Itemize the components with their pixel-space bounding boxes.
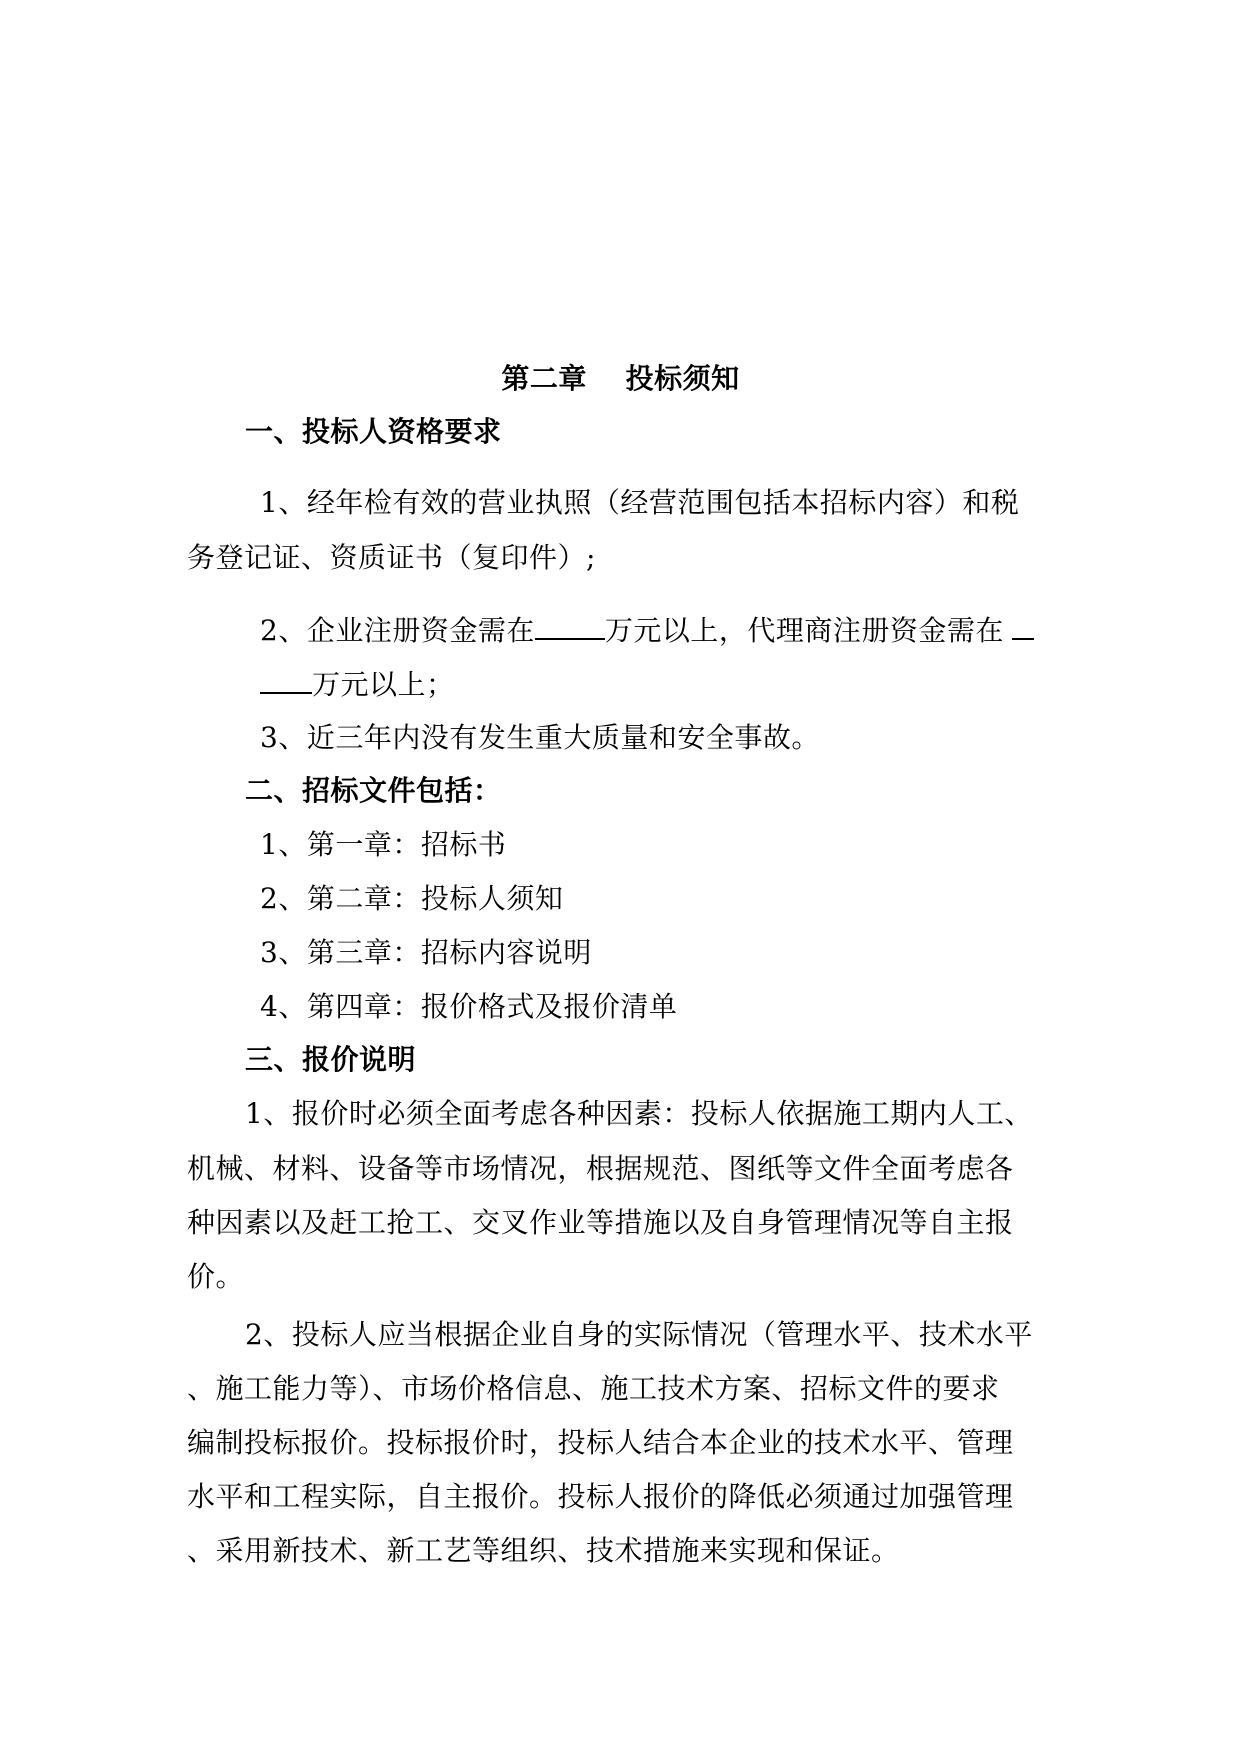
quotation-paragraph-1-line: 种因素以及赶工抢工、交叉作业等措施以及自身管理情况等自主报 [187, 1206, 1014, 1239]
quotation-paragraph-2-line: 编制投标报价。投标报价时，投标人结合本企业的技术水平、管理 [187, 1426, 1014, 1459]
agent-capital-blank-start [1012, 612, 1034, 640]
section-heading-tender-documents: 二、招标文件包括： [245, 774, 502, 807]
qualification-item-2-text-c: 万元以上； [312, 668, 455, 701]
tender-document-item: 1、第一章：招标书 [260, 828, 507, 861]
qualification-item-2-text-a: 2、企业注册资金需在 [260, 614, 535, 647]
quotation-paragraph-1-line: 机械、材料、设备等市场情况，根据规范、图纸等文件全面考虑各 [187, 1152, 1014, 1185]
quotation-paragraph-2-line: 、施工能力等）、市场价格信息、施工技术方案、招标文件的要求 [187, 1372, 1000, 1405]
section-heading-qualifications: 一、投标人资格要求 [245, 415, 502, 448]
qualification-item-3: 3、近三年内没有发生重大质量和安全事故。 [260, 721, 820, 754]
quotation-paragraph-2-line: 、采用新技术、新工艺等组织、技术措施来实现和保证。 [187, 1534, 900, 1567]
qualification-item-2-line-1 [260, 612, 1034, 649]
capital-amount-blank [535, 612, 605, 640]
qualification-item-2-text-b: 万元以上，代理商注册资金需在 [604, 614, 1004, 647]
qualification-item-1-line-2: 务登记证、资质证书（复印件）; [187, 541, 596, 574]
chapter-title: 第二章 投标须知 [501, 362, 740, 395]
quotation-paragraph-1-line: 价。 [187, 1260, 245, 1293]
qualification-item-2-line-2 [260, 666, 455, 703]
tender-document-item: 3、第三章：招标内容说明 [260, 936, 592, 969]
agent-capital-blank-end [260, 666, 312, 694]
quotation-paragraph-2-line: 水平和工程实际，自主报价。投标人报价的降低必须通过加强管理 [187, 1480, 1014, 1513]
quotation-paragraph-1-line: 1、报价时必须全面考虑各种因素：投标人依据施工期内人工、 [245, 1097, 1033, 1130]
tender-document-item: 2、第二章：投标人须知 [260, 882, 564, 915]
tender-document-item: 4、第四章：报价格式及报价清单 [260, 990, 678, 1023]
quotation-paragraph-2-line: 2、投标人应当根据企业自身的实际情况（管理水平、技术水平 [245, 1318, 1033, 1351]
qualification-item-1-line-1: 1、经年检有效的营业执照（经营范围包括本招标内容）和税 [260, 486, 1020, 519]
section-heading-quotation: 三、报价说明 [245, 1043, 417, 1076]
